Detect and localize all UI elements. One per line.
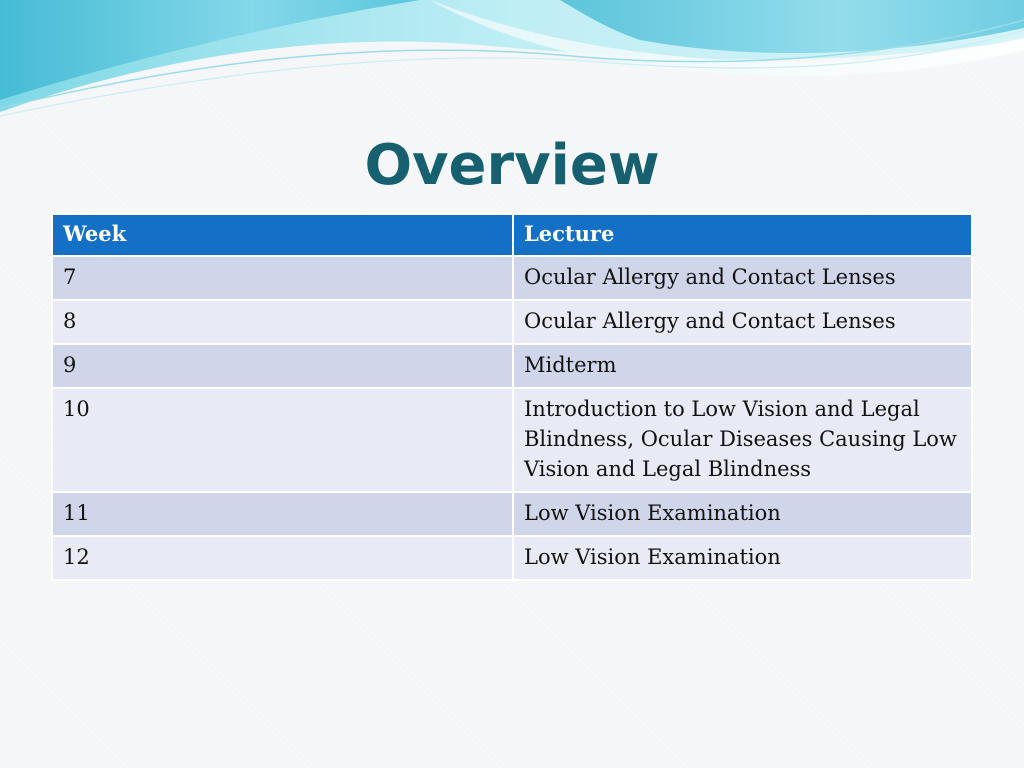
lecture-schedule-table [51,213,973,581]
header-lecture: Lecture [513,214,972,256]
week-cell: 10 [52,388,513,492]
lecture-cell: Midterm [513,344,972,388]
week-cell: 12 [52,536,513,580]
lecture-cell: Low Vision Examination [513,492,972,536]
table-row [52,388,972,492]
lecture-cell: Ocular Allergy and Contact Lenses [513,256,972,300]
table-row [52,256,972,300]
lecture-cell: Low Vision Examination [513,536,972,580]
table-header-row [52,214,972,256]
lecture-cell: Introduction to Low Vision and Legal Blindness, Ocular Diseases Causing Low Vision and Legal Blindness [513,388,972,492]
header-week: Week [52,214,513,256]
table-row [52,300,972,344]
week-cell: 8 [52,300,513,344]
week-cell: 7 [52,256,513,300]
table-row [52,492,972,536]
decorative-wave-header [0,0,1024,130]
table-row [52,344,972,388]
table-row [52,536,972,580]
lecture-cell: Ocular Allergy and Contact Lenses [513,300,972,344]
slide-title: Overview [364,133,660,198]
week-cell: 11 [52,492,513,536]
week-cell: 9 [52,344,513,388]
